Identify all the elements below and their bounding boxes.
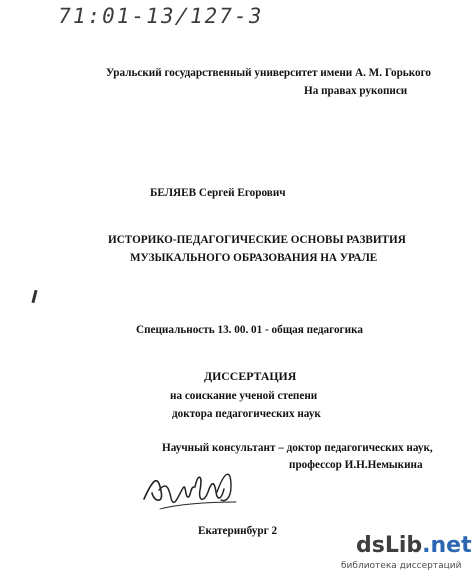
scientific-consultant-line-1: Научный консультант – доктор педагогических наук, bbox=[162, 442, 433, 454]
logo-main-text bbox=[356, 533, 472, 558]
logo-domain: .net bbox=[422, 533, 472, 558]
handwritten-catalog-number: 71:01-13/127-3 bbox=[55, 4, 266, 28]
city-and-year: Екатеринбург 2 bbox=[198, 525, 278, 537]
logo-brand: dsLib bbox=[356, 533, 423, 558]
dissertation-heading: ДИССЕРТАЦИЯ bbox=[204, 369, 297, 383]
dissertation-title-line-1: ИСТОРИКО-ПЕДАГОГИЧЕСКИЕ ОСНОВЫ РАЗВИТИЯ bbox=[108, 234, 406, 246]
author-name: БЕЛЯЕВ Сергей Егорович bbox=[150, 187, 286, 199]
university-name: Уральский государственный университет имени А. М. Горького bbox=[106, 67, 431, 79]
handwritten-signature bbox=[140, 461, 242, 515]
dslib-watermark-logo bbox=[338, 533, 472, 573]
logo-caption: библиотека диссертаций bbox=[341, 561, 462, 571]
degree-line-2: доктора педагогических наук bbox=[172, 408, 321, 420]
specialty-line: Специальность 13. 00. 01 - общая педагогика bbox=[136, 324, 363, 336]
dissertation-title-line-2: МУЗЫКАЛЬНОГО ОБРАЗОВАНИЯ НА УРАЛЕ bbox=[130, 252, 378, 264]
manuscript-rights-label: На правах рукописи bbox=[304, 85, 408, 97]
scientific-consultant-line-2: профессор И.Н.Немыкина bbox=[289, 459, 423, 471]
scan-mark bbox=[31, 290, 37, 303]
degree-line-1: на соискание ученой степени bbox=[170, 390, 318, 402]
